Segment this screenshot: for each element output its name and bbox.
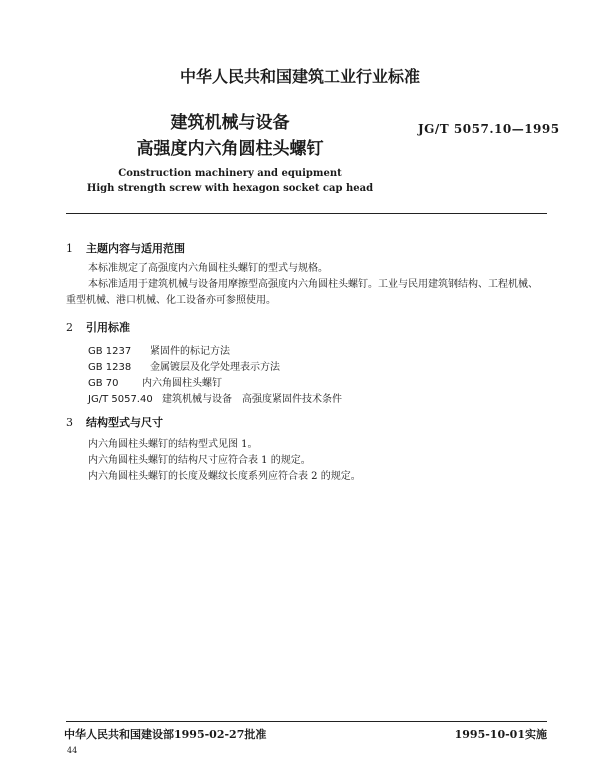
header-rule <box>66 213 547 214</box>
reference-code: GB 70 <box>88 378 119 389</box>
paragraph: 内六角圆柱头螺钉的结构型式见图 1。 <box>88 439 258 450</box>
reference-title: 金属镀层及化学处理表示方法 <box>150 362 280 373</box>
reference-title: 建筑机械与设备 高强度紧固件技术条件 <box>162 394 342 405</box>
reference-item <box>88 390 342 405</box>
issue-approval: 中华人民共和国建设部1995-02-27批准 <box>64 728 267 741</box>
standard-code: JG/T 5057.10—1995 <box>418 122 560 136</box>
reference-code: JG/T 5057.40 <box>88 394 153 405</box>
section-number: 1 <box>66 242 73 255</box>
reference-title: 紧固件的标记方法 <box>150 346 230 357</box>
section-number: 3 <box>66 416 73 429</box>
reference-code: GB 1237 <box>88 346 132 357</box>
title-en-line1: Construction machinery and equipment <box>118 168 342 179</box>
paragraph: 本标准适用于建筑机械与设备用摩擦型高强度内六角圆柱头螺钉。工业与民用建筑钢结构、工程机械、重型机械、港口机械、化工设备亦可参照使用。 <box>66 279 538 306</box>
reference-item <box>88 374 222 389</box>
section-number: 2 <box>66 321 73 334</box>
paragraph: 内六角圆柱头螺钉的结构尺寸应符合表 1 的规定。 <box>88 455 311 466</box>
reference-title: 内六角圆柱头螺钉 <box>142 378 222 389</box>
section-heading <box>66 240 185 256</box>
section-title: 主题内容与适用范围 <box>86 242 185 255</box>
title-en-line2: High strength screw with hexagon socket cap head <box>86 183 374 194</box>
reference-code: GB 1238 <box>88 362 132 373</box>
page-number: 44 <box>67 746 78 755</box>
reference-item <box>88 358 280 373</box>
section-heading <box>66 319 130 335</box>
effective-date: 1995-10-01实施 <box>454 728 547 741</box>
section-title: 引用标准 <box>86 321 130 334</box>
paragraph: 内六角圆柱头螺钉的长度及螺纹长度系列应符合表 2 的规定。 <box>88 471 361 482</box>
title-zh-line2: 高强度内六角圆柱头螺钉 <box>136 139 324 159</box>
reference-item <box>88 342 230 357</box>
section-title: 结构型式与尺寸 <box>86 416 163 429</box>
footer-rule <box>66 721 547 722</box>
standard-category: 中华人民共和国建筑工业行业标准 <box>179 67 420 86</box>
title-zh-line1: 建筑机械与设备 <box>170 113 290 133</box>
paragraph: 本标准规定了高强度内六角圆柱头螺钉的型式与规格。 <box>88 263 328 274</box>
section-heading <box>66 414 163 430</box>
